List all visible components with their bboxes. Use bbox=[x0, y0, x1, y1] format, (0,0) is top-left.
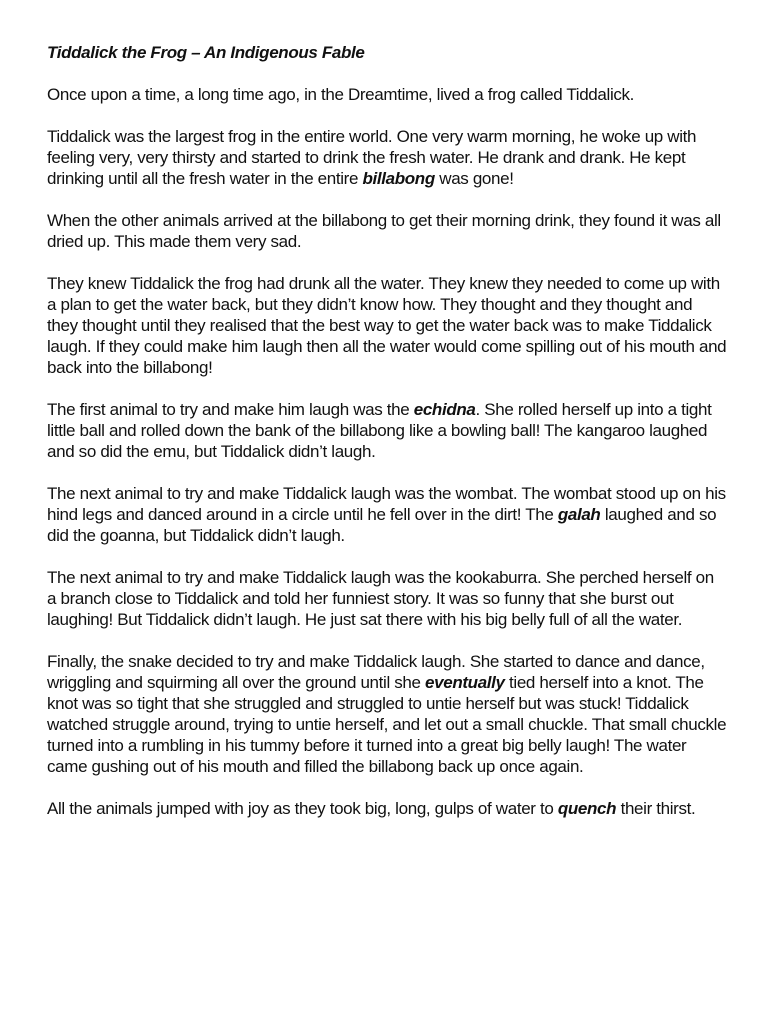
paragraph-text: Finally, the snake decided to try and make Tiddalick laugh. She started to dance and dance, wriggling and squirming all over the ground until she bbox=[47, 652, 705, 692]
paragraph-text: Tiddalick was the largest frog in the entire world. One very warm morning, he woke up with feeling very, very thirsty and started to drink the fresh water. He drank and drank. He kept drinking until all the fresh water in the entire bbox=[47, 127, 697, 188]
paragraph-text: The first animal to try and make him laugh was the bbox=[47, 400, 414, 419]
vocabulary-word: galah bbox=[557, 505, 601, 524]
paragraph-text: was gone! bbox=[434, 169, 514, 188]
paragraph-text: Once upon a time, a long time ago, in the Dreamtime, lived a frog called Tiddalick. bbox=[47, 85, 635, 104]
paragraph bbox=[47, 210, 727, 252]
vocabulary-word: billabong bbox=[362, 169, 435, 188]
document-title: Tiddalick the Frog – An Indigenous Fable bbox=[47, 43, 365, 62]
paragraph-text: When the other animals arrived at the billabong to get their morning drink, they found it was all dried up. This made them very sad. bbox=[47, 211, 721, 251]
paragraph bbox=[47, 483, 727, 546]
paragraph bbox=[47, 651, 727, 777]
paragraph-text: . She rolled herself up into a tight little ball and rolled down the bank of the billabong like a bowling ball! The kangaroo laughed and so did the emu, but Tiddalick didn’t laugh. bbox=[47, 400, 712, 461]
paragraph bbox=[47, 84, 727, 105]
paragraph-text: The next animal to try and make Tiddalick laugh was the kookaburra. She perched herself on a branch close to Tiddalick and told her funniest story. It was so funny that she burst out laughing! But Tiddalick didn’t laugh. He just sat there with his big belly full of all the water. bbox=[47, 568, 714, 629]
vocabulary-word: eventually bbox=[425, 673, 505, 692]
paragraph-text: They knew Tiddalick the frog had drunk all the water. They knew they needed to come up with a plan to get the water back, but they didn’t know how. They thought and they thought and they thought until they realised that the best way to get the water back was to make Tiddalick laugh. If they could make him laugh then all the water would come spilling out of his mouth and back into the billabong! bbox=[47, 274, 727, 377]
document-page bbox=[47, 42, 727, 840]
paragraph bbox=[47, 273, 727, 378]
document-body bbox=[47, 84, 727, 819]
paragraph bbox=[47, 798, 727, 819]
paragraph-text: The next animal to try and make Tiddalick laugh was the wombat. The wombat stood up on his hind legs and danced around in a circle until he fell over in the dirt! The bbox=[47, 484, 726, 524]
vocabulary-word: echidna bbox=[413, 400, 476, 419]
vocabulary-word: quench bbox=[557, 799, 617, 818]
paragraph bbox=[47, 567, 727, 630]
paragraph bbox=[47, 126, 727, 189]
paragraph-text: tied herself into a knot. The knot was so tight that she struggled and struggled to untie herself but was stuck! Tiddalick watched struggle around, trying to untie herself, and let out a small chuckle. That small chuckle turned into a rumbling in his tummy before it turned into a great big belly laugh! The water came gushing out of his mouth and filled the billabong back up once again. bbox=[47, 673, 727, 776]
paragraph-text: All the animals jumped with joy as they took big, long, gulps of water to bbox=[47, 799, 558, 818]
paragraph-text: their thirst. bbox=[616, 799, 696, 818]
paragraph-text: laughed and so did the goanna, but Tiddalick didn’t laugh. bbox=[47, 505, 717, 545]
paragraph bbox=[47, 399, 727, 462]
